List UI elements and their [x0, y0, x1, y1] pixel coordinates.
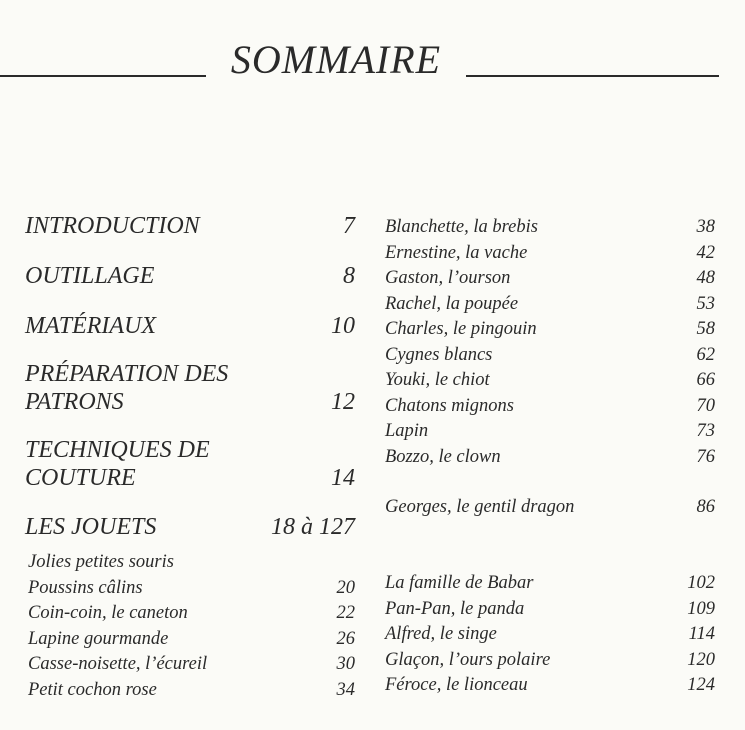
- toc-toy-label: Poussins câlins: [28, 577, 143, 598]
- toc-toy-label: Pan-Pan, le panda: [385, 598, 525, 619]
- toc-entry-techniques: [25, 436, 355, 492]
- toc-toy-label: Bozzo, le clown: [385, 446, 501, 467]
- toc-toy-label: Lapine gourmande: [28, 628, 169, 649]
- toc-toy-page: 73: [696, 421, 715, 441]
- toc-page: 10: [331, 313, 355, 339]
- toc-toy-page: 102: [687, 573, 715, 593]
- toc-toy-label: Charles, le pingouin: [385, 319, 537, 339]
- toc-toy-page: 70: [696, 395, 715, 416]
- toc-page: 7: [343, 213, 355, 239]
- toc-toy-entry: [385, 317, 715, 343]
- toc-label: OUTILLAGE: [25, 263, 155, 289]
- title-rule-left: [0, 75, 206, 77]
- toc-toy-entry: [385, 266, 715, 292]
- toc-toy-entry: [385, 445, 715, 471]
- toc-label: LES JOUETS: [25, 514, 157, 540]
- toc-toy-label: Ernestine, la vache: [385, 242, 528, 263]
- toc-toy-page: 58: [696, 319, 715, 339]
- toc-toy-label: Georges, le gentil dragon: [385, 497, 575, 517]
- right-toy-list-a: [385, 215, 715, 470]
- title-rule-right: [466, 75, 719, 77]
- toc-toy-label: Casse-noisette, l’écureil: [28, 654, 208, 674]
- toc-toy-label: Rachel, la poupée: [385, 293, 519, 314]
- toc-page: 14: [331, 465, 355, 491]
- toc-page: 8: [343, 263, 355, 289]
- toc-entry-jouets: [25, 513, 355, 541]
- toc-toy-entry: [385, 394, 715, 420]
- toc-label-line1: TECHNIQUES DE: [25, 437, 210, 463]
- toc-toy-page: 30: [336, 654, 355, 674]
- toc-toy-label: Lapin: [385, 421, 429, 441]
- toc-toy-label: Coin-coin, le caneton: [28, 603, 188, 623]
- toc-toy-entry: [385, 648, 715, 674]
- left-toy-list: [28, 550, 355, 703]
- toc-entry-outillage: [25, 262, 355, 290]
- toc-toy-label: Youki, le chiot: [385, 370, 490, 390]
- toc-toy-entry: [28, 678, 355, 704]
- toc-toy-entry: [28, 601, 355, 627]
- toc-page: 12: [331, 389, 355, 415]
- toc-toy-page: 38: [696, 217, 715, 237]
- toc-toy-page: 76: [696, 446, 715, 467]
- toc-toy-page: 42: [696, 242, 715, 263]
- toc-label-line2: PATRONS: [25, 389, 124, 415]
- right-toy-list-b: [385, 495, 715, 521]
- toc-toy-entry: [385, 419, 715, 445]
- toc-toy-page: 62: [696, 344, 715, 365]
- toc-toy-page: 66: [696, 370, 715, 390]
- toc-toy-entry: [385, 571, 715, 597]
- toc-label-line2: COUTURE: [25, 465, 136, 491]
- toc-toy-page: 34: [336, 679, 355, 700]
- toc-toy-entry: [28, 576, 355, 602]
- toc-toy-entry: [385, 495, 715, 521]
- toc-toy-label: Cygnes blancs: [385, 344, 493, 365]
- toc-toy-entry: [385, 292, 715, 318]
- toc-toy-entry: [385, 622, 715, 648]
- title-row: [0, 36, 745, 86]
- toc-toy-page: 120: [687, 649, 715, 670]
- toc-entry-preparation: [25, 360, 355, 416]
- toc-toy-page: 22: [336, 603, 355, 623]
- toc-toy-entry: [28, 652, 355, 678]
- toc-label: MATÉRIAUX: [25, 313, 157, 339]
- toc-label: INTRODUCTION: [25, 213, 200, 239]
- toc-toy-label: Blanchette, la brebis: [385, 217, 538, 237]
- toc-toy-entry: [28, 550, 355, 576]
- toc-toy-label: Gaston, l’ourson: [385, 268, 511, 288]
- toc-toy-label: Petit cochon rose: [28, 679, 157, 700]
- toc-toy-page: 53: [696, 293, 715, 314]
- toc-toy-page: 124: [687, 675, 715, 695]
- toc-toy-entry: [385, 597, 715, 623]
- toc-toy-label: Alfred, le singe: [385, 624, 497, 644]
- toc-toy-entry: [385, 673, 715, 699]
- toc-entry-materiaux: [25, 312, 355, 340]
- toc-toy-page: 20: [336, 577, 355, 598]
- toc-toy-entry: [385, 241, 715, 267]
- toc-toy-entry: [28, 627, 355, 653]
- toc-toy-page: 26: [336, 628, 355, 649]
- toc-toy-label: La famille de Babar: [385, 573, 534, 593]
- toc-page: 18 à 127: [271, 514, 355, 540]
- toc-toy-label: Jolies petites souris: [28, 552, 174, 572]
- toc-toy-entry: [385, 368, 715, 394]
- right-toy-list-c: [385, 571, 715, 699]
- toc-toy-entry: [385, 343, 715, 369]
- toc-toy-entry: [385, 215, 715, 241]
- toc-toy-label: Féroce, le lionceau: [385, 675, 528, 695]
- toc-toy-page: 86: [696, 497, 715, 517]
- toc-toy-label: Chatons mignons: [385, 395, 515, 416]
- toc-toy-page: 114: [688, 624, 715, 644]
- toc-toy-page: 48: [696, 268, 715, 288]
- toc-toy-page: 109: [687, 598, 715, 619]
- toc-toy-label: Glaçon, l’ours polaire: [385, 649, 551, 670]
- toc-entry-introduction: [25, 212, 355, 240]
- page-title: SOMMAIRE: [230, 37, 442, 82]
- toc-label-line1: PRÉPARATION DES: [25, 361, 229, 387]
